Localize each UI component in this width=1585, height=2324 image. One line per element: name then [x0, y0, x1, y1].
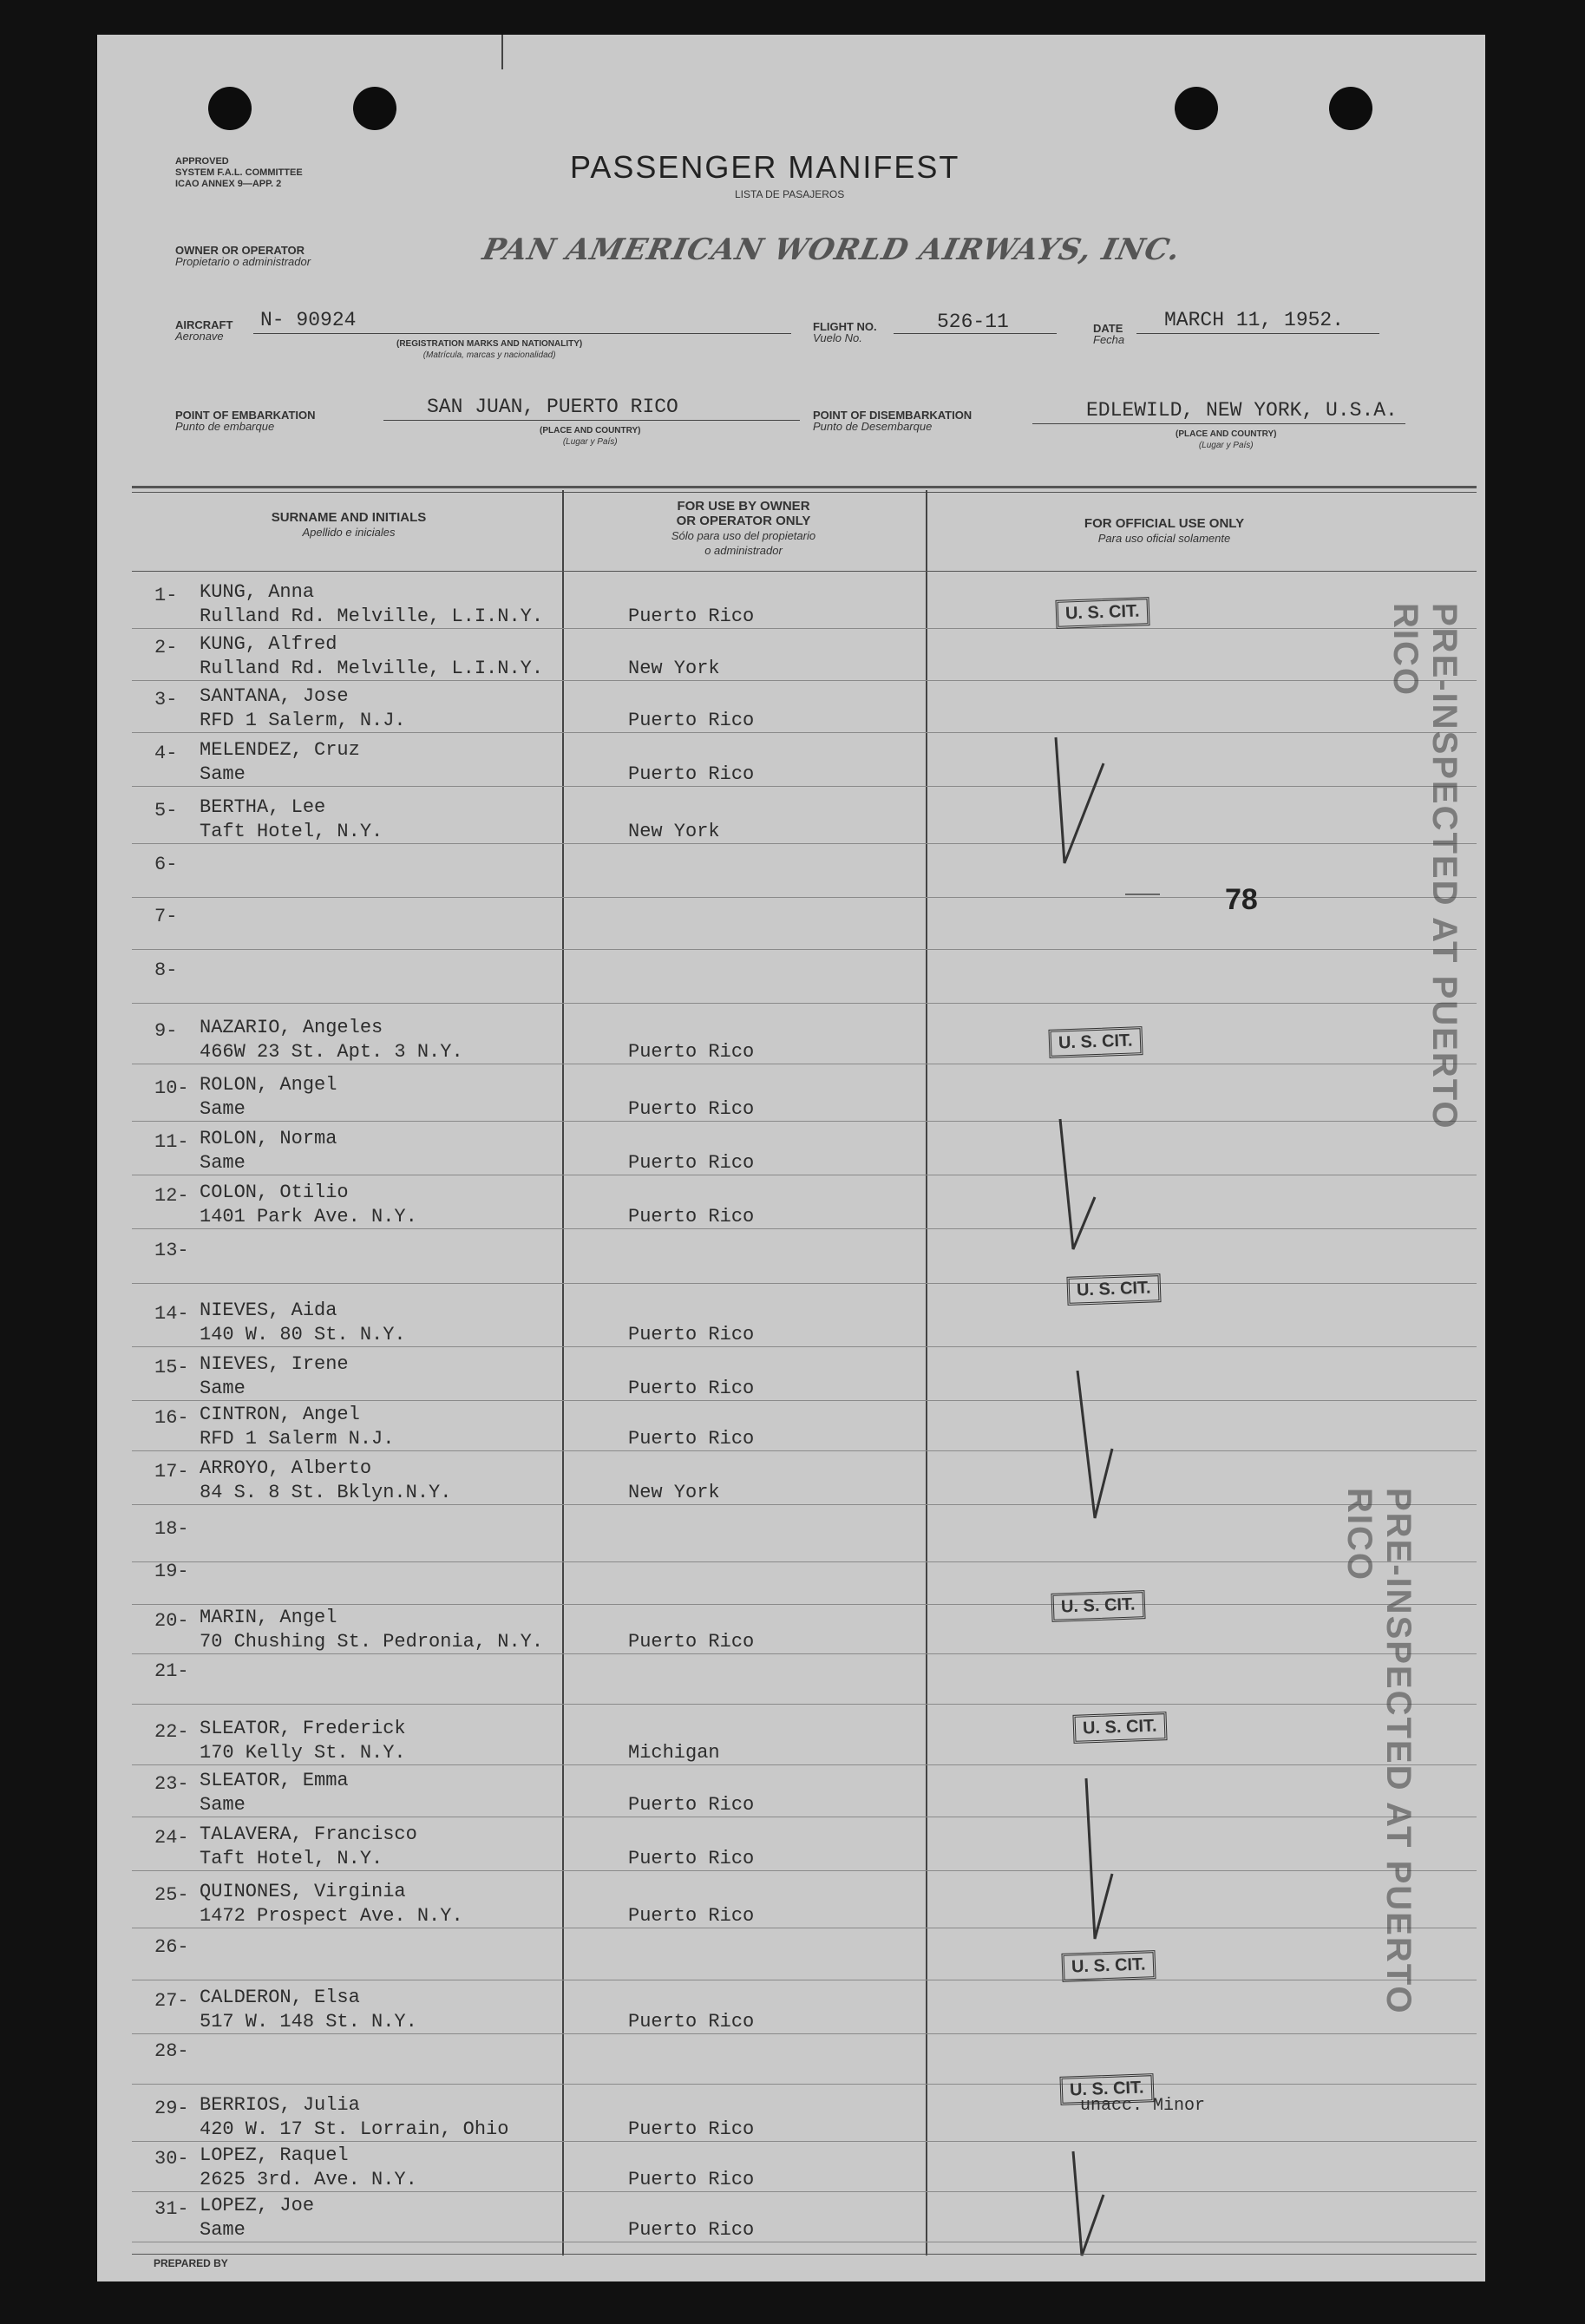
aircraft-label — [175, 319, 233, 342]
passenger-name: KUNG, Anna — [200, 581, 315, 603]
punch-hole — [1329, 87, 1372, 130]
row-number: 29- — [154, 2098, 189, 2119]
passenger-address: Same — [200, 1152, 246, 1174]
row-number: 1- — [154, 585, 178, 606]
passenger-destination: New York — [628, 1482, 720, 1503]
passenger-address: Same — [200, 1378, 246, 1399]
row-number: 31- — [154, 2198, 189, 2220]
row-number: 4- — [154, 743, 178, 764]
us-cit-stamp: U. S. CIT. — [1048, 1026, 1143, 1058]
flight-value: 526-11 — [937, 311, 1009, 333]
passenger-name: SLEATOR, Emma — [200, 1770, 349, 1791]
passenger-address: RFD 1 Salerm N.J. — [200, 1428, 395, 1450]
underline — [1032, 423, 1405, 424]
us-cit-stamp: U. S. CIT. — [1055, 597, 1149, 629]
passenger-name: CALDERON, Elsa — [200, 1987, 360, 2008]
check-mark — [1056, 737, 1104, 863]
underline — [383, 420, 800, 421]
page-subtitle: LISTA DE PASAJEROS — [735, 188, 845, 200]
punch-hole — [208, 87, 252, 130]
minor-note: unacc. Minor — [1080, 2096, 1206, 2116]
passenger-destination: Michigan — [628, 1742, 720, 1764]
row-number: 16- — [154, 1407, 189, 1429]
passenger-name: QUINONES, Virginia — [200, 1881, 406, 1902]
disembark-place-caption — [1176, 429, 1276, 451]
col-header-owner-line: FOR USE BY OWNER — [677, 499, 810, 514]
passenger-destination: Puerto Rico — [628, 1631, 755, 1653]
approval-line: ICAO ANNEX 9—APP. 2 — [175, 179, 282, 189]
underline — [894, 333, 1057, 334]
check-mark — [1077, 1371, 1112, 1518]
passenger-name: SLEATOR, Frederick — [200, 1718, 406, 1739]
passenger-name: NIEVES, Irene — [200, 1353, 349, 1375]
date-label — [1093, 323, 1124, 345]
row-number: 25- — [154, 1884, 189, 1906]
passenger-destination: Puerto Rico — [628, 763, 755, 785]
date-value: MARCH 11, 1952. — [1164, 309, 1345, 331]
passenger-name: CINTRON, Angel — [200, 1404, 360, 1425]
side-stamp-pre-inspected: PRE-INSPECTED AT PUERTO RICO — [1340, 1488, 1418, 2015]
passenger-address: 466W 23 St. Apt. 3 N.Y. — [200, 1041, 463, 1063]
us-cit-stamp: U. S. CIT. — [1061, 1950, 1156, 1982]
punch-hole — [1175, 87, 1218, 130]
col-header-owner — [613, 499, 874, 558]
us-cit-stamp: U. S. CIT. — [1066, 1273, 1161, 1306]
passenger-address: 140 W. 80 St. N.Y. — [200, 1324, 406, 1345]
page-title: PASSENGER MANIFEST — [570, 149, 960, 185]
disembark-label — [813, 409, 972, 432]
manifest-sheet — [97, 35, 1485, 2281]
row-number: 28- — [154, 2040, 189, 2062]
owner-label-es: Propietario o administrador — [175, 255, 311, 268]
col-header-surname — [219, 510, 479, 540]
registration-caption-en: (REGISTRATION MARKS AND NATIONALITY) — [396, 339, 583, 349]
embark-label-es: Punto de embarque — [175, 420, 275, 433]
disembark-label-es: Punto de Desembarque — [813, 420, 933, 433]
us-cit-stamp: U. S. CIT. — [1051, 1590, 1145, 1622]
flight-label-en: FLIGHT NO. — [813, 320, 877, 333]
row-number: 17- — [154, 1461, 189, 1483]
place-caption-es: (Lugar y País) — [562, 437, 618, 447]
embark-label — [175, 409, 316, 432]
check-mark — [1060, 1119, 1095, 1249]
row-number: 27- — [154, 1990, 189, 2012]
registration-caption-es: (Matrícula, marcas y nacionalidad) — [422, 350, 556, 360]
passenger-destination: Puerto Rico — [628, 2011, 755, 2033]
passenger-address: Same — [200, 763, 246, 785]
approval-line: SYSTEM F.A.L. COMMITTEE — [175, 167, 303, 178]
row-number: 26- — [154, 1936, 189, 1958]
col-header-official — [1034, 516, 1294, 546]
aircraft-label-es: Aeronave — [175, 330, 224, 343]
passenger-destination: Puerto Rico — [628, 1794, 755, 1816]
row-number: 19- — [154, 1561, 189, 1582]
passenger-name: LOPEZ, Joe — [200, 2195, 315, 2216]
passenger-address: 2625 3rd. Ave. N.Y. — [200, 2169, 417, 2190]
check-mark — [1086, 1778, 1112, 1939]
row-number: 20- — [154, 1610, 189, 1632]
row-number: 5- — [154, 800, 178, 822]
passenger-address: RFD 1 Salerm, N.J. — [200, 710, 406, 731]
passenger-address: Rulland Rd. Melville, L.I.N.Y. — [200, 658, 544, 679]
row-number: 10- — [154, 1077, 189, 1099]
passenger-name: ARROYO, Alberto — [200, 1457, 372, 1479]
passenger-name: ROLON, Angel — [200, 1074, 337, 1096]
passenger-name: BERTHA, Lee — [200, 796, 326, 818]
passenger-name: MARIN, Angel — [200, 1607, 337, 1628]
registration-caption — [396, 338, 582, 361]
row-number: 23- — [154, 1773, 189, 1795]
punch-hole — [353, 87, 396, 130]
row-number: 11- — [154, 1131, 189, 1153]
owner-label-en: OWNER OR OPERATOR — [175, 244, 305, 257]
passenger-address: 517 W. 148 St. N.Y. — [200, 2011, 417, 2033]
date-label-es: Fecha — [1093, 333, 1125, 346]
passenger-name: BERRIOS, Julia — [200, 2094, 360, 2116]
passenger-destination: Puerto Rico — [628, 1041, 755, 1063]
page-number: 78 — [1225, 883, 1258, 916]
col-header-official-en: FOR OFFICIAL USE ONLY — [1084, 516, 1245, 531]
passenger-address: Same — [200, 1098, 246, 1120]
row-number: 15- — [154, 1357, 189, 1378]
approval-line: APPROVED — [175, 156, 229, 167]
check-marks — [926, 573, 1481, 2273]
passenger-address: 70 Chushing St. Pedronia, N.Y. — [200, 1631, 544, 1653]
passenger-name: LOPEZ, Raquel — [200, 2144, 349, 2166]
passenger-address: 1401 Park Ave. N.Y. — [200, 1206, 417, 1227]
column-divider — [562, 490, 564, 2255]
approval-block — [175, 156, 303, 190]
tick-mark — [501, 35, 503, 69]
embark-value: SAN JUAN, PUERTO RICO — [427, 396, 678, 418]
passenger-destination: Puerto Rico — [628, 1428, 755, 1450]
place-caption-en: (PLACE AND COUNTRY) — [540, 426, 641, 435]
row-number: 18- — [154, 1518, 189, 1540]
place-caption-en: (PLACE AND COUNTRY) — [1176, 429, 1277, 439]
row-number: 8- — [154, 959, 178, 981]
passenger-name: MELENDEZ, Cruz — [200, 739, 360, 761]
passenger-address: Taft Hotel, N.Y. — [200, 1848, 383, 1869]
passenger-name: SANTANA, Jose — [200, 685, 349, 707]
aircraft-label-en: AIRCRAFT — [175, 318, 233, 331]
passenger-destination: Puerto Rico — [628, 2169, 755, 2190]
passenger-address: Rulland Rd. Melville, L.I.N.Y. — [200, 606, 544, 627]
row-number: 9- — [154, 1020, 178, 1042]
passenger-address: Same — [200, 1794, 246, 1816]
row-number: 12- — [154, 1185, 189, 1207]
owner-value: PAN AMERICAN WORLD AIRWAYS, INC. — [479, 232, 1184, 267]
passenger-name: NAZARIO, Angeles — [200, 1017, 383, 1038]
col-header-official-es: Para uso oficial solamente — [1097, 532, 1231, 545]
aircraft-value: N- 90924 — [260, 309, 357, 331]
passenger-address: 1472 Prospect Ave. N.Y. — [200, 1905, 463, 1927]
passenger-destination: Puerto Rico — [628, 606, 755, 627]
table-top-border — [132, 486, 1477, 488]
header-divider — [132, 571, 1477, 572]
row-number: 22- — [154, 1721, 189, 1743]
embark-label-en: POINT OF EMBARKATION — [175, 409, 316, 422]
place-caption-es: (Lugar y País) — [1198, 441, 1254, 450]
us-cit-stamp: U. S. CIT. — [1059, 2073, 1154, 2105]
passenger-destination: Puerto Rico — [628, 1848, 755, 1869]
owner-label — [175, 245, 311, 267]
passenger-name: ROLON, Norma — [200, 1128, 337, 1149]
embark-place-caption — [540, 425, 640, 448]
col-header-surname-es: Apellido e iniciales — [302, 526, 396, 539]
passenger-name: NIEVES, Aida — [200, 1299, 337, 1321]
row-number: 14- — [154, 1303, 189, 1325]
row-number: 7- — [154, 906, 178, 927]
underline — [253, 333, 791, 334]
passenger-destination: Puerto Rico — [628, 1324, 755, 1345]
passenger-name: TALAVERA, Francisco — [200, 1823, 417, 1845]
row-number: 2- — [154, 637, 178, 658]
row-number: 13- — [154, 1240, 189, 1261]
flight-label-es: Vuelo No. — [813, 331, 862, 344]
col-header-owner-es: Sólo para uso del propietario — [671, 529, 816, 542]
col-header-owner-line: OR OPERATOR ONLY — [676, 514, 811, 528]
row-number: 24- — [154, 1827, 189, 1849]
passenger-name: KUNG, Alfred — [200, 633, 337, 655]
passenger-destination: Puerto Rico — [628, 710, 755, 731]
passenger-destination: New York — [628, 821, 720, 842]
disembark-label-en: POINT OF DISEMBARKATION — [813, 409, 973, 422]
passenger-address: 420 W. 17 St. Lorrain, Ohio — [200, 2118, 509, 2140]
passenger-destination: Puerto Rico — [628, 1206, 755, 1227]
passenger-address: 84 S. 8 St. Bklyn.N.Y. — [200, 1482, 452, 1503]
row-number: 30- — [154, 2148, 189, 2170]
row-number: 6- — [154, 854, 178, 875]
passenger-address: 170 Kelly St. N.Y. — [200, 1742, 406, 1764]
passenger-destination: Puerto Rico — [628, 2219, 755, 2241]
table-bottom-border — [132, 2254, 1477, 2255]
passenger-destination: New York — [628, 658, 720, 679]
table-top-border-2 — [132, 492, 1477, 493]
passenger-address: Taft Hotel, N.Y. — [200, 821, 383, 842]
row-number: 21- — [154, 1660, 189, 1682]
flight-label — [813, 321, 877, 344]
col-header-owner-es: o administrador — [704, 544, 783, 557]
side-stamp-pre-inspected: PRE-INSPECTED AT PUERTO RICO — [1386, 603, 1464, 1130]
passenger-destination: Puerto Rico — [628, 1152, 755, 1174]
us-cit-stamp: U. S. CIT. — [1072, 1712, 1167, 1744]
check-mark — [1073, 2151, 1104, 2255]
passenger-destination: Puerto Rico — [628, 1905, 755, 1927]
underline — [1136, 333, 1379, 334]
row-number: 3- — [154, 689, 178, 710]
passenger-destination: Puerto Rico — [628, 1098, 755, 1120]
passenger-name: COLON, Otilio — [200, 1182, 349, 1203]
date-label-en: DATE — [1093, 322, 1123, 335]
col-header-surname-en: SURNAME AND INITIALS — [271, 510, 427, 525]
prepared-by-label: PREPARED BY — [154, 2257, 228, 2269]
disembark-value: EDLEWILD, NEW YORK, U.S.A. — [1086, 399, 1398, 422]
passenger-destination: Puerto Rico — [628, 2118, 755, 2140]
passenger-address: Same — [200, 2219, 246, 2241]
passenger-destination: Puerto Rico — [628, 1378, 755, 1399]
